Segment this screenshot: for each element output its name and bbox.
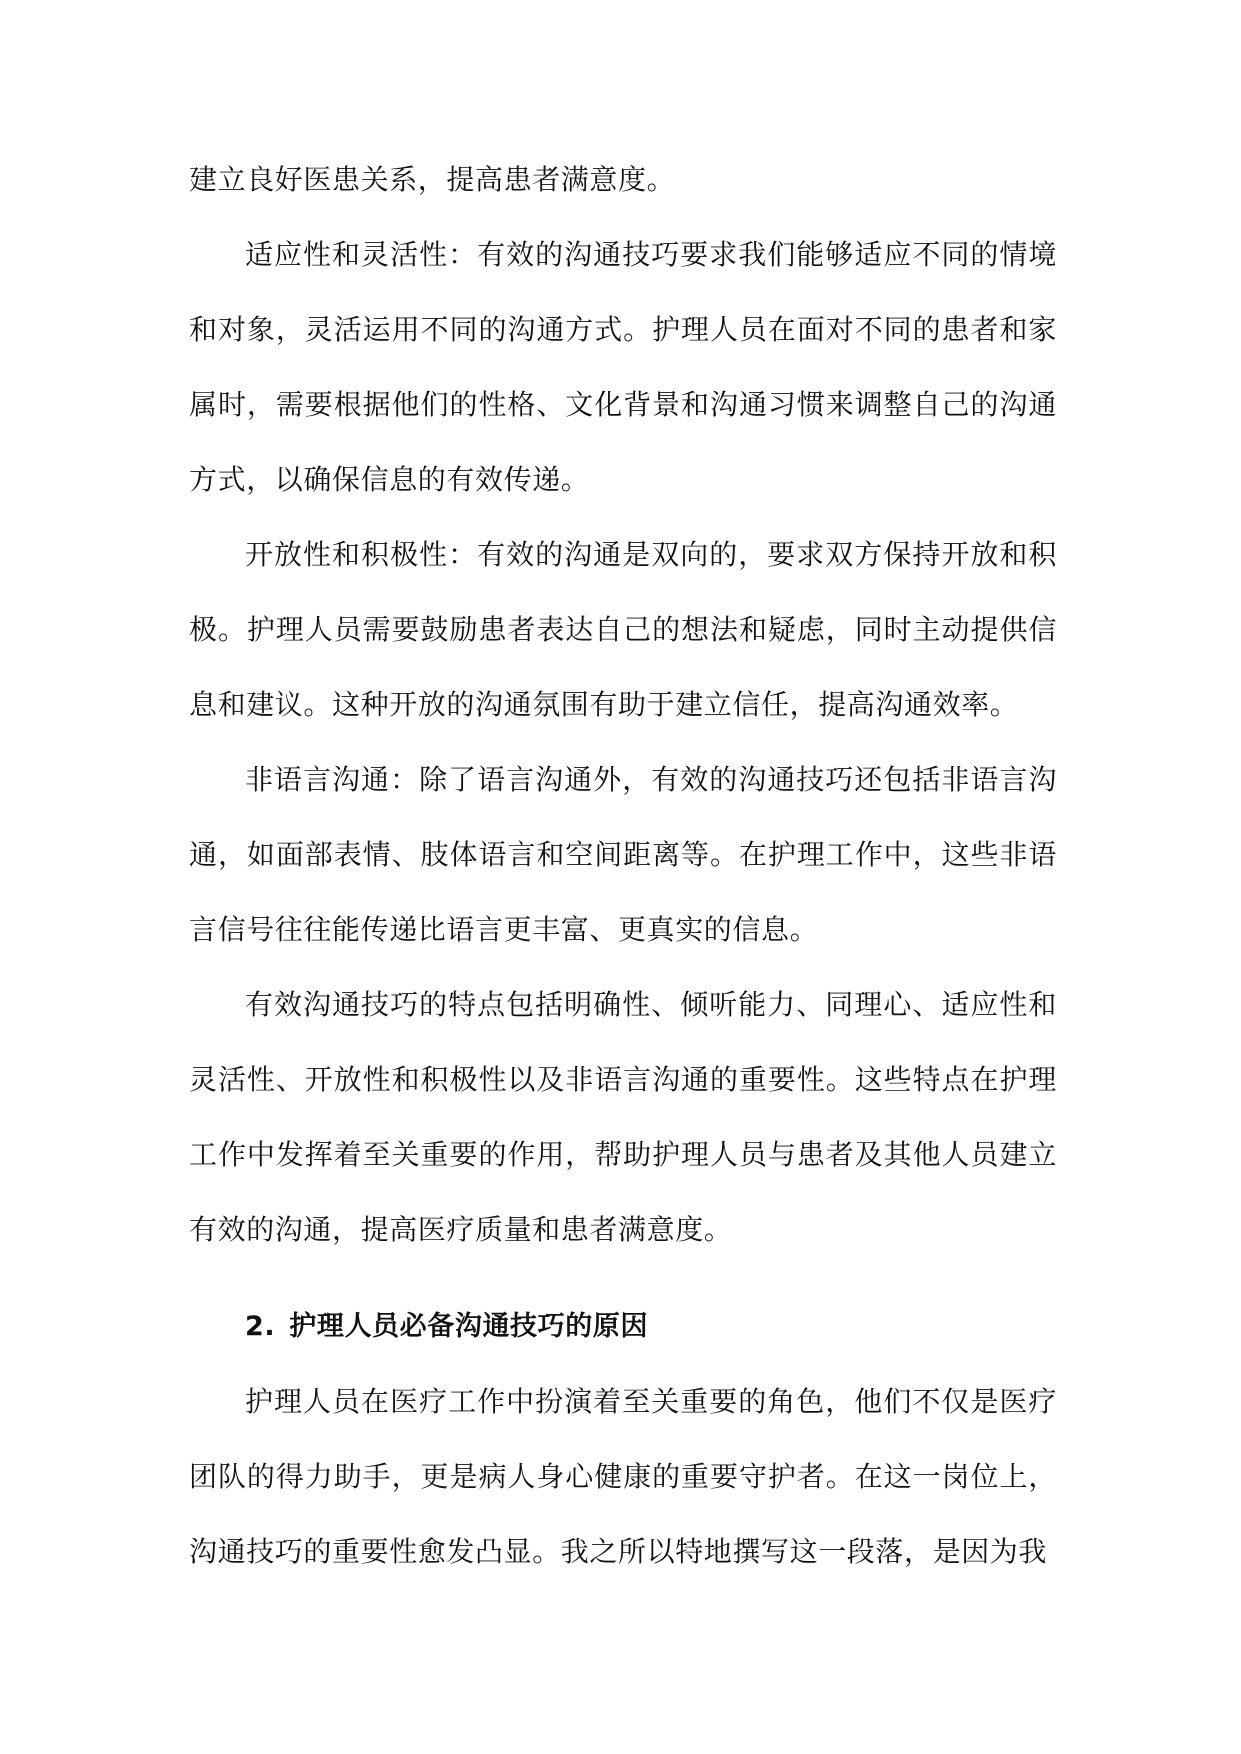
paragraph-adaptability: 适应性和灵活性：有效的沟通技巧要求我们能够适应不同的情境和对象，灵活运用不同的沟通方式。护理人员在面对不同的患者和家属时，需要根据他们的性格、文化背景和沟通习惯来调整自己的沟通方式，以确保信息的有效传递。 <box>189 238 1057 496</box>
paragraph-continuation: 建立良好医患关系，提高患者满意度。 <box>189 163 676 196</box>
paragraph-nonverbal: 非语言沟通：除了语言沟通外，有效的沟通技巧还包括非语言沟通，如面部表情、肢体语言和空间距离等。在护理工作中，这些非语言信号往往能传递比语言更丰富、更真实的信息。 <box>189 763 1057 946</box>
section-number: 2. <box>245 1311 276 1342</box>
paragraph-summary: 有效沟通技巧的特点包括明确性、倾听能力、同理心、适应性和灵活性、开放性和积极性以及非语言沟通的重要性。这些特点在护理工作中发挥着至关重要的作用，帮助护理人员与患者及其他人员建立有效的沟通，提高医疗质量和患者满意度。 <box>189 988 1057 1246</box>
section-heading <box>189 1289 1057 1364</box>
paragraph-reason-intro: 护理人员在医疗工作中扮演着至关重要的角色，他们不仅是医疗团队的得力助手，更是病人身心健康的重要守护者。在这一岗位上，沟通技巧的重要性愈发凸显。我之所以特地撰写这一段落，是因为我 <box>189 1385 1057 1568</box>
paragraph-openness: 开放性和积极性：有效的沟通是双向的，要求双方保持开放和积极。护理人员需要鼓励患者表达自己的想法和疑虑，同时主动提供信息和建议。这种开放的沟通氛围有助于建立信任，提高沟通效率。 <box>189 538 1057 721</box>
section-title: 护理人员必备沟通技巧的原因 <box>289 1311 649 1342</box>
document-body <box>189 142 1057 1589</box>
